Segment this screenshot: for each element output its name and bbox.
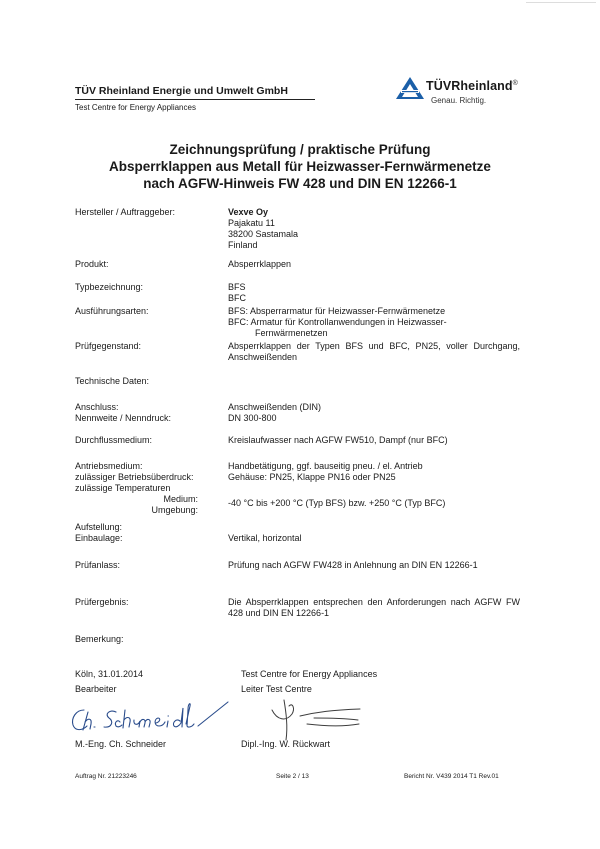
medium-label: Medium:	[163, 494, 198, 504]
signature-rueckwart	[262, 694, 377, 742]
umgebung-label: Umgebung:	[151, 505, 198, 515]
bearbeiter-label: Bearbeiter	[75, 684, 117, 694]
title-line-2: Absperrklappen aus Metall für Heizwasser-Fernwärmenetze	[109, 159, 491, 174]
anschluss-label: Anschluss:	[75, 402, 119, 412]
pruefgegenstand-value: Absperrklappen der Typen BFS und BFC, PN25, voller Durchgang, Anschweißenden	[228, 341, 520, 362]
centre-label: Test Centre for Energy Appliances	[241, 669, 378, 679]
title-line-3: nach AGFW-Hinweis FW 428 und DIN EN 12266-1	[143, 176, 457, 191]
tuv-logo-icon	[395, 76, 425, 100]
nennweite-label: Nennweite / Nenndruck:	[75, 413, 172, 423]
leiter-label: Leiter Test Centre	[241, 684, 312, 694]
leiter-name: Dipl.-Ing. W. Rückwart	[241, 739, 331, 749]
anschluss-value: Anschweißenden (DIN)	[228, 402, 322, 412]
hersteller-street: Pajakatu 11	[228, 218, 275, 228]
logo-tagline: Genau. Richtig.	[431, 96, 487, 105]
ausf-value-1: BFS: Absperrarmatur für Heizwasser-Fernwärmenetze	[228, 306, 446, 316]
antrieb-label: Antriebsmedium:	[75, 461, 143, 471]
produkt-label: Produkt:	[75, 259, 109, 269]
typ-value-2: BFC	[228, 293, 246, 303]
betriebsdruck-label: zulässiger Betriebsüberdruck:	[75, 472, 194, 482]
scan-artifact-line	[526, 2, 596, 3]
signature-schneider	[68, 698, 238, 738]
antrieb-value: Handbetätigung, ggf. bauseitig pneu. / el. Antrieb	[228, 461, 423, 471]
einbaulage-value: Vertikal, horizontal	[228, 533, 302, 543]
footer-auftrag: Auftrag Nr. 21223246	[75, 773, 137, 780]
aufstellung-label: Aufstellung:	[75, 522, 123, 532]
hersteller-city: 38200 Sastamala	[228, 229, 299, 239]
typ-label: Typbezeichnung:	[75, 282, 144, 292]
temperaturen-label: zulässige Temperaturen	[75, 483, 171, 493]
durchfluss-label: Durchflussmedium:	[75, 435, 153, 445]
bearbeiter-name: M.-Eng. Ch. Schneider	[75, 739, 167, 749]
pruefergebnis-value: Die Absperrklappen entsprechen den Anforderungen nach AGFW FW 428 und DIN EN 12266-1	[228, 597, 520, 618]
footer-bericht: Bericht Nr. V439 2014 T1 Rev.01	[404, 773, 499, 780]
header-underline	[75, 99, 315, 100]
pruefanlass-value: Prüfung nach AGFW FW428 in Anlehnung an DIN EN 12266-1	[228, 560, 478, 570]
company-name: TÜV Rheinland Energie und Umwelt GmbH	[75, 85, 288, 97]
centre-name: Test Centre for Energy Appliances	[75, 103, 196, 112]
einbaulage-label: Einbaulage:	[75, 533, 123, 543]
place-date: Köln, 31.01.2014	[75, 669, 144, 679]
ausf-value-3: Fernwärmenetzen	[255, 328, 328, 338]
produkt-value: Absperrklappen	[228, 259, 292, 269]
bemerkung-label: Bemerkung:	[75, 634, 124, 644]
hersteller-name: Vexve Oy	[228, 207, 269, 217]
title-line-1: Zeichnungsprüfung / praktische Prüfung	[169, 142, 431, 157]
betriebsdruck-value: Gehäuse: PN25, Klappe PN16 oder PN25	[228, 472, 396, 482]
ausf-label: Ausführungsarten:	[75, 306, 149, 316]
durchfluss-value: Kreislaufwasser nach AGFW FW510, Dampf (nur BFC)	[228, 435, 448, 445]
pruefgegenstand-label: Prüfgegenstand:	[75, 341, 142, 351]
nennweite-value: DN 300-800	[228, 413, 277, 423]
pruefergebnis-label: Prüfergebnis:	[75, 597, 129, 607]
ausf-value-2: BFC: Armatur für Kontrollanwendungen in Heizwasser-	[228, 317, 447, 327]
technische-label: Technische Daten:	[75, 376, 150, 386]
logo-wordmark: TÜVRheinland®	[426, 79, 518, 93]
typ-value-1: BFS	[228, 282, 246, 292]
hersteller-label: Hersteller / Auftraggeber:	[75, 207, 176, 217]
pruefanlass-label: Prüfanlass:	[75, 560, 121, 570]
hersteller-country: Finland	[228, 240, 258, 250]
footer-seite: Seite 2 / 13	[276, 773, 309, 780]
medium-value: -40 °C bis +200 °C (Typ BFS) bzw. +250 °C (Typ BFC)	[228, 498, 446, 508]
